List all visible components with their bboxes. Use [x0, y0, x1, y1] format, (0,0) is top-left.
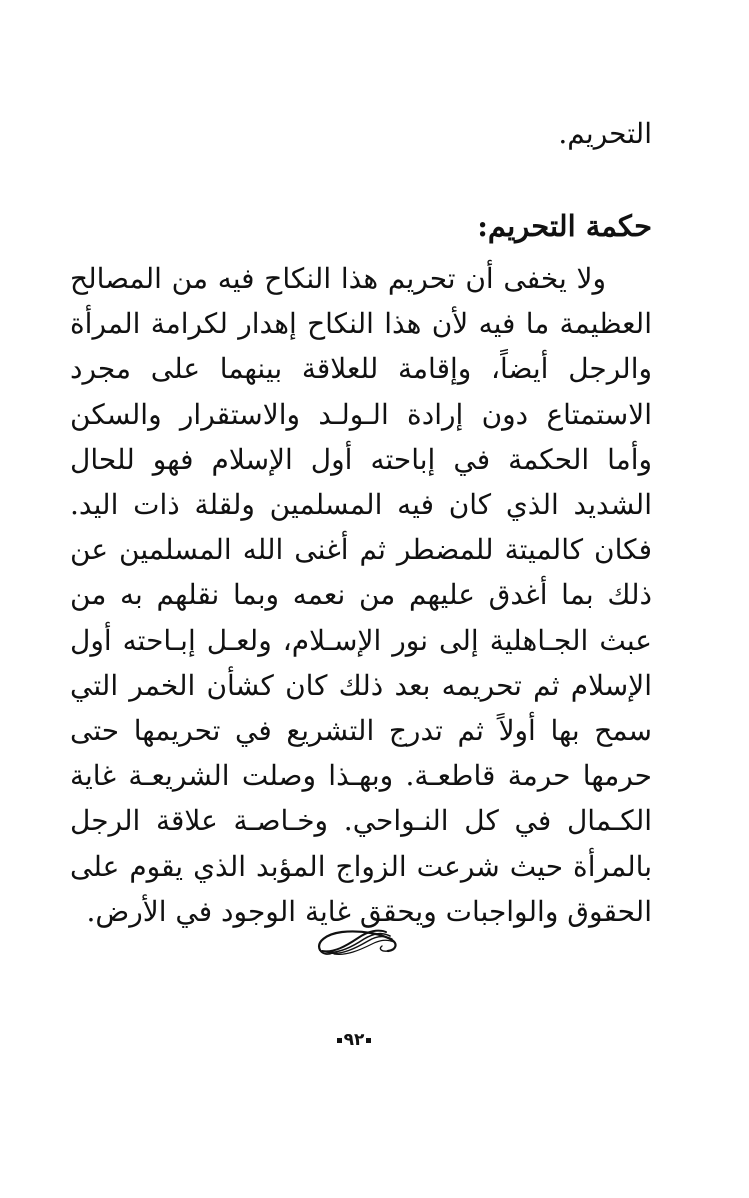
section-heading: حكمة التحريم: — [477, 209, 652, 243]
body-paragraph: ولا يخفى أن تحريم هذا النكاح فيه من المصالح العظيمة ما فيه لأن هذا النكاح إهدار لكرامة المرأة والرجل أيضاً، وإقامة للعلاقة بينهما على مجرد الاستمتاع دون إرادة الـولـد والاستقرار والسكن وأما الحكمة في إباحته أول الإسلام فهو للحال الشديد الذي كان فيه المسلمين ولقلة ذات اليد. فكان كالميتة للمضطر ثم أغنى الله المسلمين عن ذلك بما أغدق عليهم من نعمه وبما نقلهم به من عبث الجـاهلية إلى نور الإسـلام، ولعـل إبـاحته أول الإسلام ثم تحريمه بعد ذلك كان كشأن الخمر التي سمح بها أولاً ثم تدرج التشريع في تحريمها حتى حرمها حرمة قاطعـة. وبهـذا وصلت الشريعـة غاية الكـمال في كل النـواحي. وخـاصـة علاقة الرجل بالمرأة حيث شرعت الزواج المؤبد الذي يقوم على الحقوق والواجبات ويحقق غاية الوجود في الأرض. — [70, 262, 652, 928]
intro-line: التحريم. — [558, 117, 652, 150]
page-number-right-mark — [337, 1038, 342, 1043]
page-number — [314, 1030, 394, 1050]
page-number-left-mark — [366, 1038, 371, 1043]
flourish-ornament-icon — [312, 920, 400, 962]
page-number-value: ٩٢ — [343, 1030, 365, 1050]
